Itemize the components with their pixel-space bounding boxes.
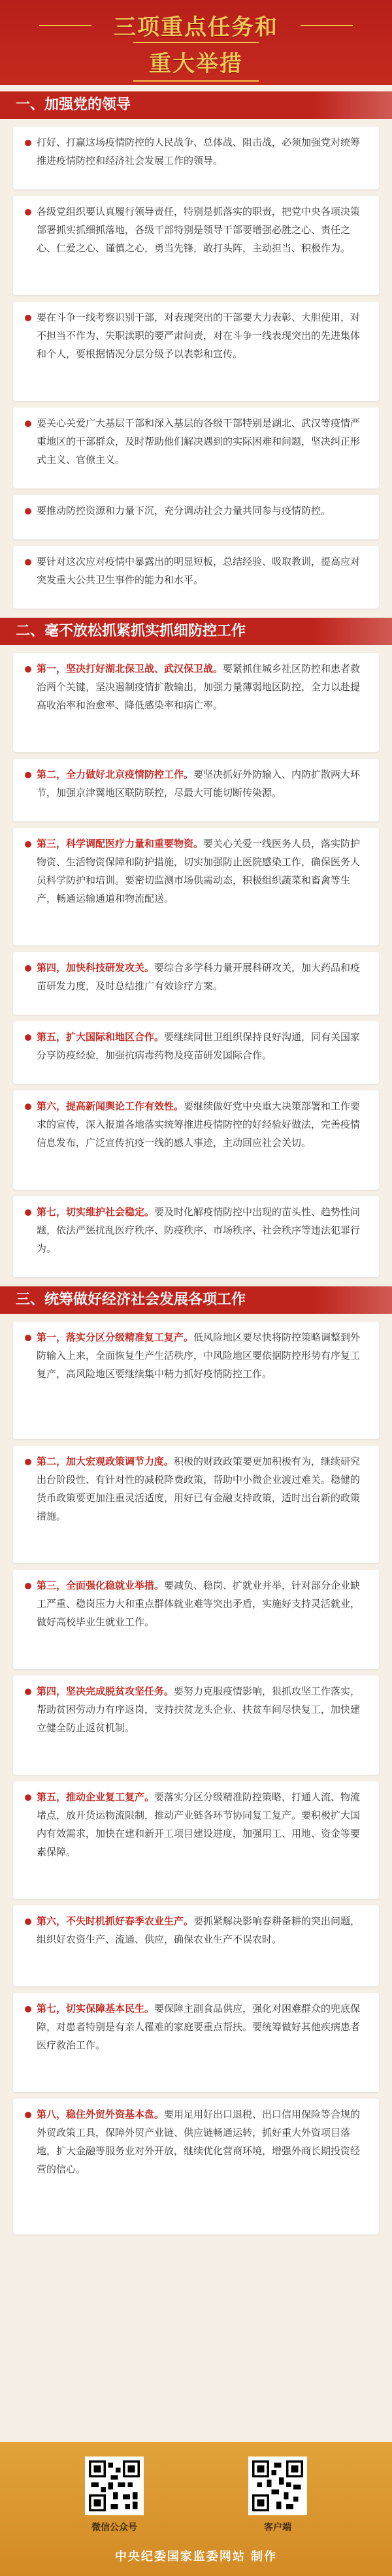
list-item bbox=[13, 495, 379, 539]
qr-right-label: 客户端 bbox=[264, 2522, 291, 2533]
wechat-qr-code[interactable] bbox=[85, 2457, 144, 2515]
list-item bbox=[13, 1993, 379, 2092]
list-item bbox=[13, 1446, 379, 1563]
bullet-icon bbox=[25, 1209, 31, 1216]
list-item bbox=[13, 1905, 379, 1986]
list-item bbox=[13, 828, 379, 946]
item-text: 要推动防控资源和力量下沉，充分调动社会力量共同参与疫情防控。 bbox=[37, 505, 331, 517]
list-item bbox=[13, 1196, 379, 1277]
item-text: 打好、打赢这场疫情防控的人民战争、总体战、阻击战，必须加强党对统筹推进疫情防控和经济社会发展工作的领导。 bbox=[37, 136, 361, 167]
bullet-icon bbox=[25, 965, 31, 972]
bullet-icon bbox=[25, 1689, 31, 1695]
item-text: 各级党组织要认真履行领导责任，特别是抓落实的职责，把党中央各项决策部署抓实抓细抓落地，各级干部特别是领导干部要增强必胜之心、责任之心、仁爱之心、谨慎之心，勇当先锋，敢打头阵，主动担当、积极作为。 bbox=[37, 206, 361, 254]
bullet-icon bbox=[25, 315, 31, 321]
list-item bbox=[13, 1322, 379, 1439]
decorative-line bbox=[39, 25, 91, 26]
bullet-icon bbox=[25, 1034, 31, 1041]
item-text: 第五，推动企业复工复产。要落实分区分级精准防控策略，打通人流、物流堵点，放开货运物流限制，推动产业链各环节协同复工复产。要积极扩大国内有效需求，加快在建和新开工项目建设进度，加强用工、用地、资金等要素保障。 bbox=[37, 1791, 361, 1858]
list-item bbox=[13, 1676, 379, 1775]
page-footer bbox=[0, 2442, 392, 2576]
decorative-line bbox=[301, 25, 353, 26]
list-item bbox=[13, 196, 379, 295]
item-text: 要关心关爱广大基层干部和深入基层的各级干部特别是湖北、武汉等疫情严重地区的干部群众，及时帮助他们解决遇到的实际困难和问题，坚决纠正形式主义、官僚主义。 bbox=[37, 417, 361, 466]
item-text: 第四，加快科技研发攻关。要综合多学科力量开展科研攻关，加大药品和疫苗研发力度，及时总结推广有效诊疗方案。 bbox=[37, 962, 361, 992]
list-item bbox=[13, 952, 379, 1015]
list-item bbox=[13, 127, 379, 189]
item-text: 第五，扩大国际和地区合作。要继续同世卫组织保持良好沟通，同有关国家分享防疫经验，加强抗病毒药物及疫苗研发国际合作。 bbox=[37, 1031, 361, 1061]
section-header-party-leadership: 一、加强党的领导 bbox=[0, 91, 392, 119]
list-item bbox=[13, 759, 379, 821]
page-title-line2: 重大举措 bbox=[133, 42, 259, 82]
bullet-icon bbox=[25, 140, 31, 146]
item-text: 第七，切实保障基本民生。要保障主副食品供应，强化对困难群众的兜底保障，对患者特别是有亲人罹难的家庭要重点帮扶。要统筹做好其他疾病患者医疗救治工作。 bbox=[37, 2003, 361, 2051]
item-text: 第四，坚决完成脱贫攻坚任务。要努力克服疫情影响，狠抓攻坚工作落实，帮助贫困劳动力有序返岗，支持扶贫龙头企业、扶贫车间尽快复工，加快建立健全防止返贫机制。 bbox=[37, 1685, 361, 1734]
app-qr-code[interactable] bbox=[248, 2457, 307, 2515]
section-header-epidemic-control: 二、毫不放松抓紧抓实抓细防控工作 bbox=[0, 618, 392, 645]
bullet-icon bbox=[25, 1918, 31, 1925]
item-text: 第一，落实分区分级精准复工复产。低风险地区要尽快将防控策略调整到外防输入上来，全面恢复生产生活秩序，中风险地区要依据防控形势有序复工复产，高风险地区要继续集中精力抓好疫情防控工作。 bbox=[37, 1331, 361, 1380]
list-item bbox=[13, 653, 379, 752]
item-text: 第三，全面强化稳就业举措。要减负、稳岗、扩就业并举，针对部分企业缺工严重、稳岗压力大和重点群体就业难等突出矛盾，实施好支持灵活就业，做好高校毕业生就业工作。 bbox=[37, 1580, 361, 1628]
item-text: 第一，坚决打好湖北保卫战、武汉保卫战。要紧抓住城乡社区防控和患者救治两个关键，坚决遏制疫情扩散输出，加强力量薄弱地区防控，全力以赴提高收治率和治愈率、降低感染率和病亡率。 bbox=[37, 663, 361, 711]
bullet-icon bbox=[25, 2006, 31, 2012]
section-header-economic-social: 三、统筹做好经济社会发展各项工作 bbox=[0, 1286, 392, 1314]
bullet-icon bbox=[25, 421, 31, 427]
bullet-icon bbox=[25, 1794, 31, 1801]
qr-left-label: 微信公众号 bbox=[91, 2522, 137, 2533]
list-item bbox=[13, 1570, 379, 1669]
list-item bbox=[13, 1781, 379, 1899]
item-text: 第二，全力做好北京疫情防控工作。要坚决抓好外防输入、内防扩散两大环节，加强京津冀地区联防联控，尽最大可能切断传染源。 bbox=[37, 769, 361, 799]
item-text: 要在斗争一线考察识别干部，对表现突出的干部要大力表彰、大胆使用，对不担当不作为、失职渎职的要严肃问责，对在斗争一线表现突出的先进集体和个人，要根据情况分层分级予以表彰和宣传。 bbox=[37, 311, 361, 360]
page-header bbox=[0, 0, 392, 85]
bullet-icon bbox=[25, 841, 31, 848]
item-text: 第二，加大宏观政策调节力度。积极的财政政策要更加积极有为，继续研究出台阶段性、有针对性的减税降费政策，帮助中小微企业渡过难关。稳健的货币政策要更加注重灵活适度，用好已有金融支持政策，适时出台新的政策措施。 bbox=[37, 1455, 361, 1522]
item-text: 要针对这次应对疫情中暴露出的明显短板，总结经验、吸取教训，提高应对突发重大公共卫生事件的能力和水平。 bbox=[37, 556, 361, 586]
bullet-icon bbox=[25, 209, 31, 215]
item-text: 第六，不失时机抓好春季农业生产。要抓紧解决影响春耕备耕的突出问题，组织好农资生产、流通、供应，确保农业生产不误农时。 bbox=[37, 1915, 361, 1945]
bullet-icon bbox=[25, 1335, 31, 1341]
list-item bbox=[13, 1021, 379, 1084]
item-text: 第三，科学调配医疗力量和重要物资。要关心关爱一线医务人员，落实防护物资、生活物资保障和防护措施，切实加强防止医院感染工作，确保医务人员科学防护和培训。要密切监测市场供需动态，积极组织蔬菜和畜禽等生产，畅通运输通道和物流配送。 bbox=[37, 838, 361, 904]
page-title-line1: 三项重点任务和 bbox=[114, 14, 278, 40]
list-item bbox=[13, 2099, 379, 2234]
bullet-icon bbox=[25, 772, 31, 778]
bullet-icon bbox=[25, 1583, 31, 1589]
list-item bbox=[13, 302, 379, 401]
bullet-icon bbox=[25, 1459, 31, 1465]
bullet-icon bbox=[25, 508, 31, 515]
list-item bbox=[13, 407, 379, 488]
item-text: 第八，稳住外贸外资基本盘。要用足用好出口退税、出口信用保险等合规的外贸政策工具，保障外贸产业链、供应链畅通运转，抓好重大外资项目落地，扩大金融等服务业对外开放，继续优化营商环境，增强外商长期投资经营的信心。 bbox=[37, 2108, 361, 2175]
item-text: 第六，提高新闻舆论工作有效性。要继续做好党中央重大决策部署和工作要求的宣传，深入报道各地落实统筹推进疫情防控的好经验好做法，完善疫情信息发布，广泛宣传抗疫一线的感人事迹，主动回应社会关切。 bbox=[37, 1100, 361, 1149]
bullet-icon bbox=[25, 1104, 31, 1110]
bullet-icon bbox=[25, 2112, 31, 2118]
item-text: 第七，切实维护社会稳定。要及时化解疫情防控中出现的苗头性、趋势性问题，依法严惩扰乱医疗秩序、防疫秩序、市场秩序、社会秩序等违法犯罪行为。 bbox=[37, 1206, 361, 1254]
bullet-icon bbox=[25, 559, 31, 565]
footer-credit: 中央纪委国家监委网站 制作 bbox=[114, 2550, 278, 2564]
bullet-icon bbox=[25, 666, 31, 673]
list-item bbox=[13, 546, 379, 609]
list-item bbox=[13, 1090, 379, 1190]
